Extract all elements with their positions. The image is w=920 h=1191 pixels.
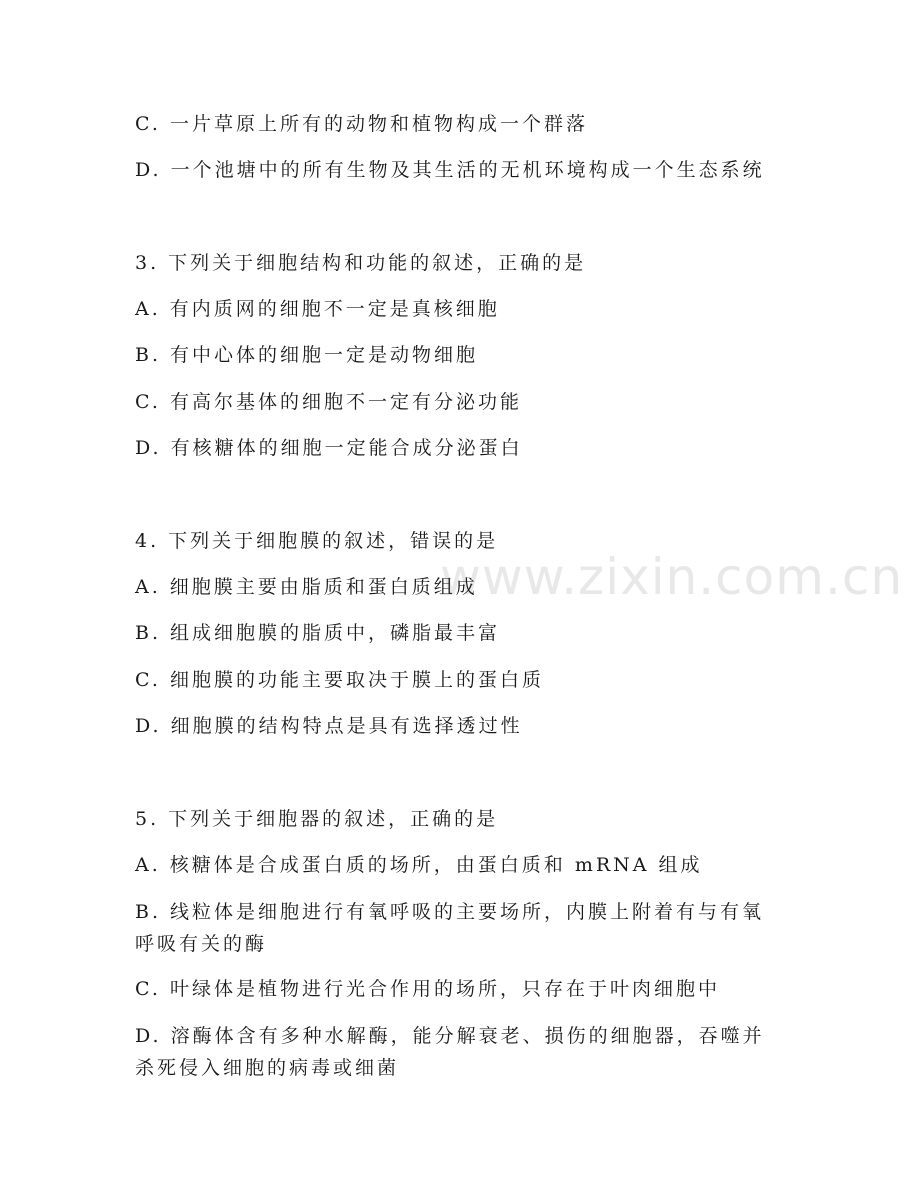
option-3c: C. 有高尔基体的细胞不一定有分泌功能 — [135, 391, 522, 413]
question-5: 5. 下列关于细胞器的叙述，正确的是 — [135, 808, 499, 830]
question-4: 4. 下列关于细胞膜的叙述，错误的是 — [135, 530, 499, 552]
option-4c: C. 细胞膜的功能主要取决于膜上的蛋白质 — [135, 669, 544, 691]
option-3d: D. 有核糖体的细胞一定能合成分泌蛋白 — [135, 437, 523, 459]
option-4a: A. 细胞膜主要由脂质和蛋白质组成 — [135, 576, 478, 598]
option-5c: C. 叶绿体是植物进行光合作用的场所，只存在于叶肉细胞中 — [135, 978, 720, 1000]
option-3b: B. 有中心体的细胞一定是动物细胞 — [135, 344, 479, 366]
option-2d: D. 一个池塘中的所有生物及其生活的无机环境构成一个生态系统 — [135, 159, 765, 181]
option-5d: D. 溶酶体含有多种水解酶，能分解衰老、损伤的细胞器，吞噬并杀死侵入细胞的病毒或细菌 — [135, 1025, 765, 1079]
option-3a: A. 有内质网的细胞不一定是真核细胞 — [135, 298, 500, 320]
option-5b: B. 线粒体是细胞进行有氧呼吸的主要场所，内膜上附着有与有氧呼吸有关的酶 — [135, 901, 765, 955]
option-5a: A. 核糖体是合成蛋白质的场所，由蛋白质和 mRNA 组成 — [135, 854, 703, 876]
option-4d: D. 细胞膜的结构特点是具有选择透过性 — [135, 715, 523, 737]
option-2c: C. 一片草原上所有的动物和植物构成一个群落 — [135, 113, 588, 135]
option-4b: B. 组成细胞膜的脂质中，磷脂最丰富 — [135, 622, 501, 644]
watermark: www.zixin.com.cn — [440, 548, 904, 606]
question-3: 3. 下列关于细胞结构和功能的叙述，正确的是 — [135, 252, 587, 274]
